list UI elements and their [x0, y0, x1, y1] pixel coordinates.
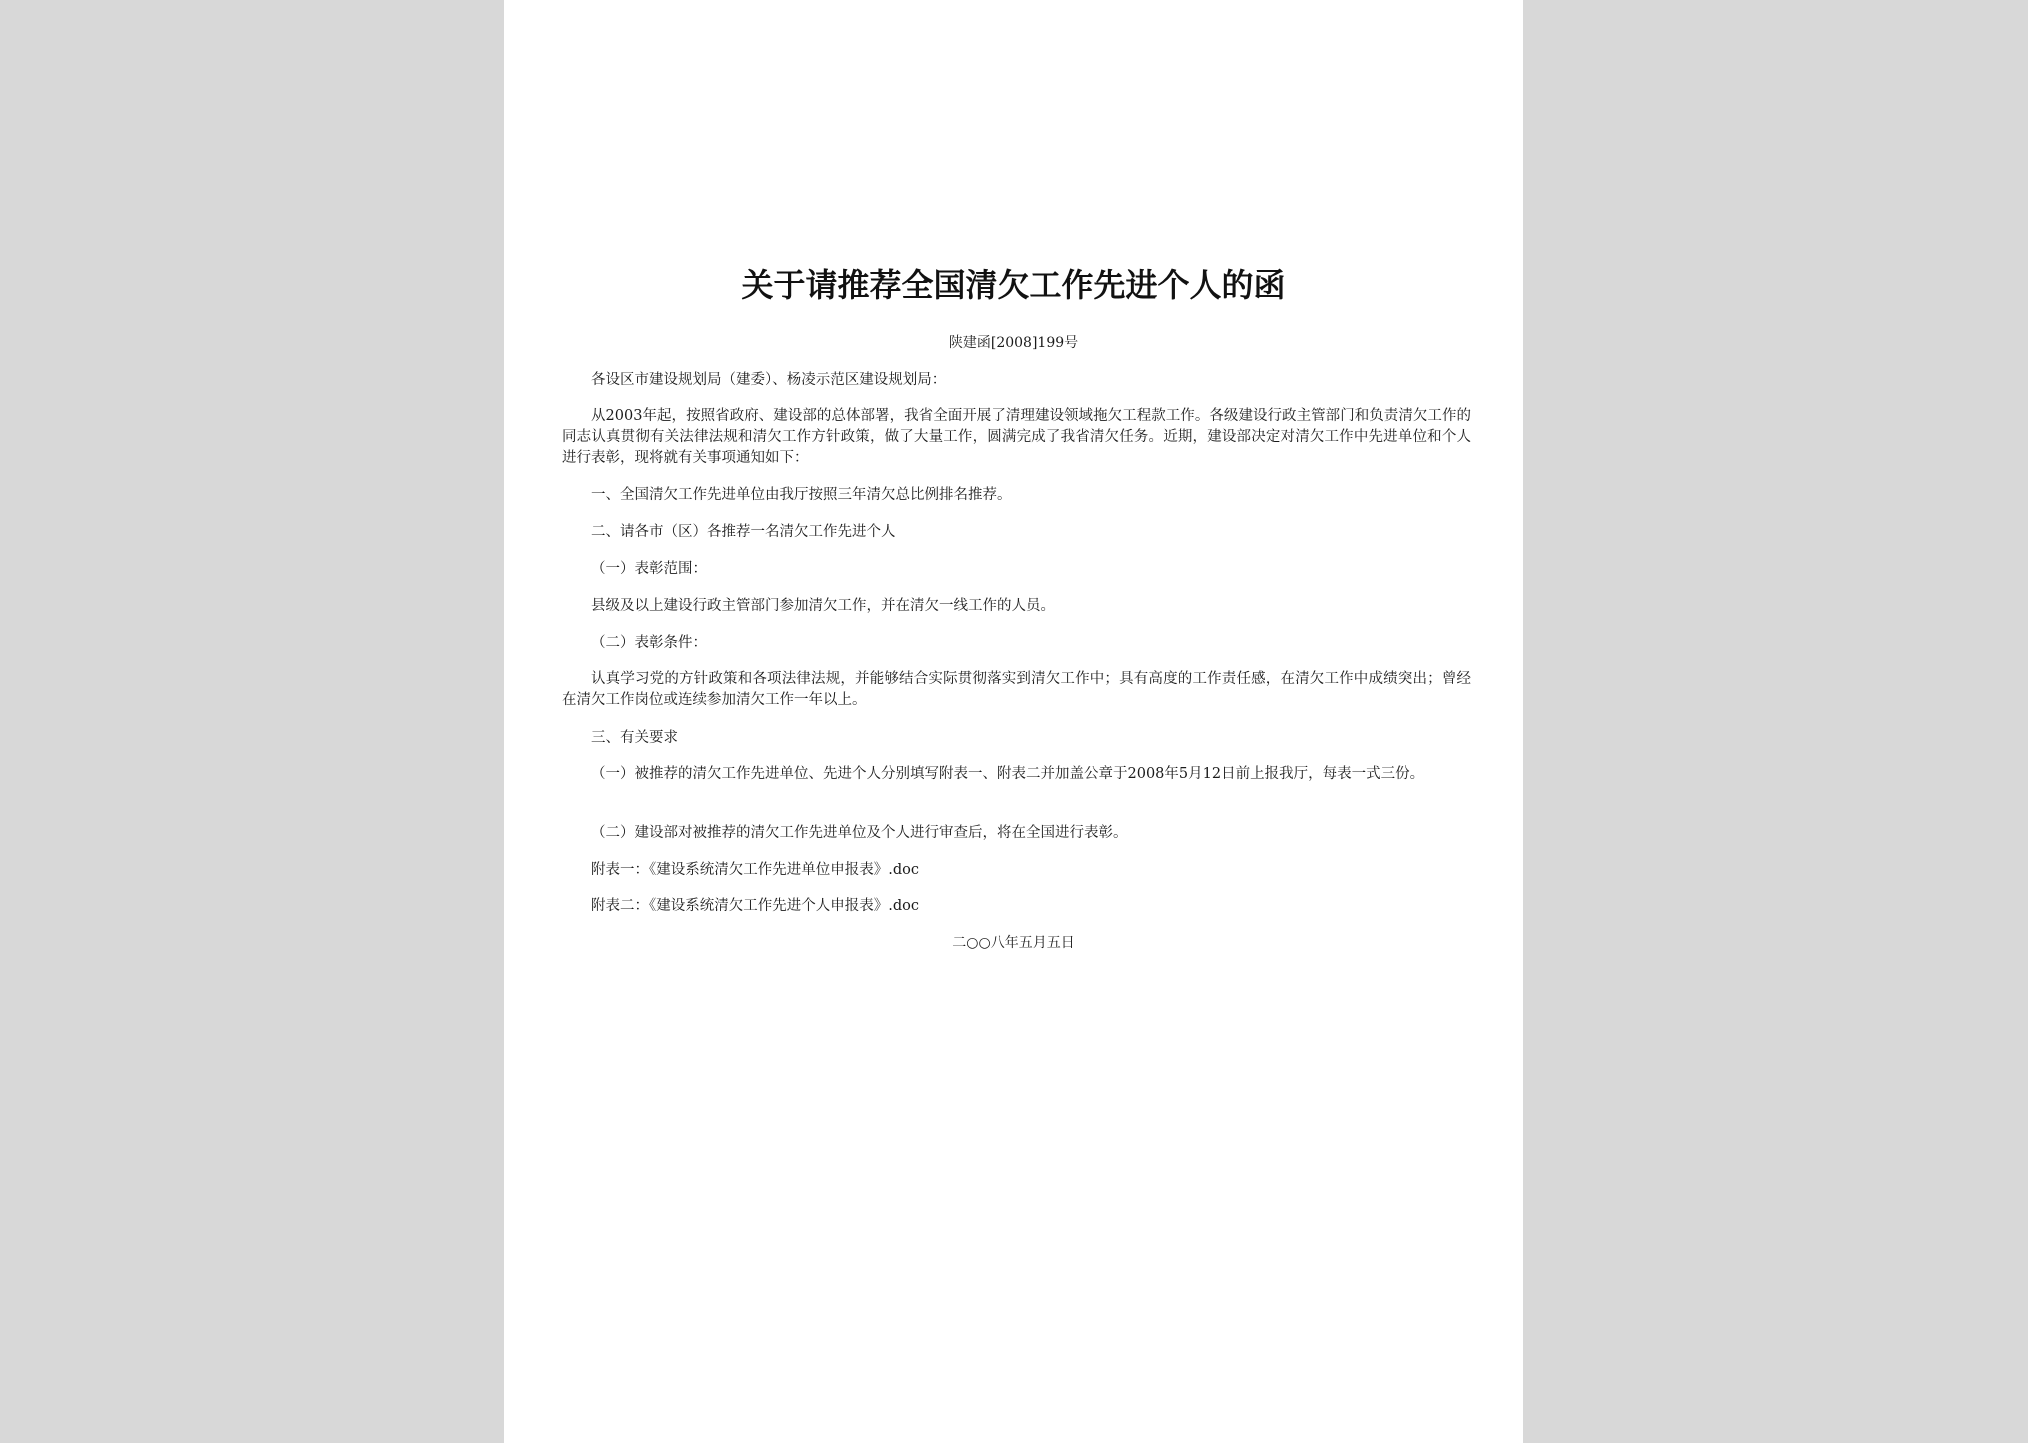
- item-3-1: （一）被推荐的清欠工作先进单位、先进个人分别填写附表一、附表二并加盖公章于2008年5月12日前上报我厅，每表一式三份。: [591, 766, 1425, 782]
- intro-paragraph: 从2003年起，按照省政府、建设部的总体部署，我省全面开展了清理建设领域拖欠工程款工作。各级建设行政主管部门和负责清欠工作的同志认真贯彻有关法律法规和清欠工作方针政策，做了大量工作，圆满完成了我省清欠任务。近期，建设部决定对清欠工作中先进单位和个人进行表彰，现将就有关事项通知如下：: [562, 408, 1471, 466]
- item-1: 一、全国清欠工作先进单位由我厅按照三年清欠总比例排名推荐。: [591, 487, 1012, 503]
- item-2-1-heading: （一）表彰范围：: [591, 561, 707, 577]
- document-page: [504, 0, 1523, 1443]
- item-2-2-heading: （二）表彰条件：: [591, 635, 707, 651]
- document-date: 二○○八年五月五日: [952, 935, 1075, 951]
- document-title: 关于请推荐全国清欠工作先进个人的函: [741, 266, 1286, 304]
- item-3: 三、有关要求: [591, 730, 678, 746]
- item-2-2-body: 认真学习党的方针政策和各项法律法规，并能够结合实际贯彻落实到清欠工作中；具有高度的工作责任感，在清欠工作中成绩突出；曾经在清欠工作岗位或连续参加清欠工作一年以上。: [562, 671, 1471, 708]
- document-number: 陕建函[2008]199号: [948, 335, 1079, 351]
- salutation: 各设区市建设规划局（建委）、杨凌示范区建设规划局：: [591, 372, 947, 388]
- item-3-2: （二）建设部对被推荐的清欠工作先进单位及个人进行审查后，将在全国进行表彰。: [591, 825, 1128, 841]
- item-2-1-body: 县级及以上建设行政主管部门参加清欠工作，并在清欠一线工作的人员。: [591, 598, 1055, 614]
- attachment-1-link[interactable]: 附表一：《建设系统清欠工作先进单位申报表》.doc: [591, 862, 919, 878]
- item-2: 二、请各市（区）各推荐一名清欠工作先进个人: [591, 524, 896, 540]
- attachment-2-link[interactable]: 附表二：《建设系统清欠工作先进个人申报表》.doc: [591, 898, 919, 914]
